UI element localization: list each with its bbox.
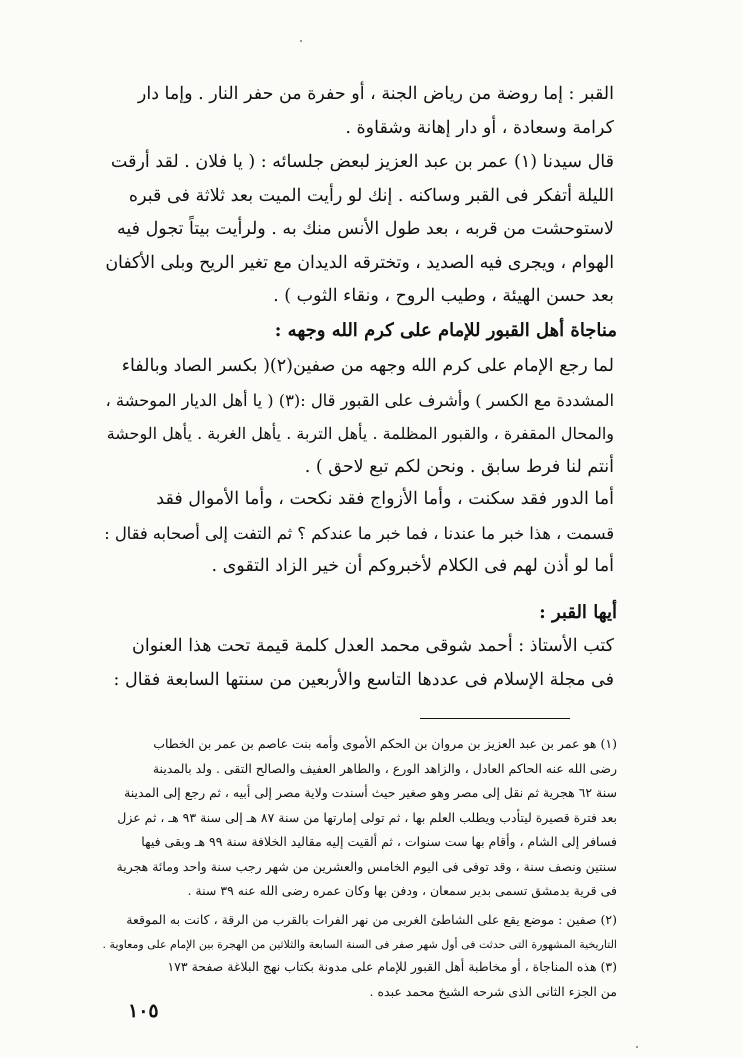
- footnote-line: فى قرية بدمشق تسمى بدير سمعان ، ودفن بها وكان عمره رضى الله عنه ٣٩ سنة .: [187, 883, 617, 898]
- footnote-line: سنتين ونصف سنة ، وقد توفى فى اليوم الخامس والعشرين من شهر رجب سنة واحد ومائة هجرية: [116, 858, 617, 874]
- paragraph-imam-ali: [104, 350, 614, 484]
- footnote-line: فسافر إلى الشام ، وأقام بها ست سنوات ، ثم ألقيت إليه مقاليد الخلافة سنة ٩٩ هـ وبقى فيها: [141, 834, 617, 849]
- section-heading-grave: أيها القبر :: [539, 602, 617, 623]
- section-heading-munajat: مناجاة أهل القبور للإمام على كرم الله وجهه :: [274, 320, 617, 341]
- footnote-line: (٢) صفين : موضع يقع على الشاطئ الغربى من نهر الفرات بالقرب من الرقة ، كانت به الموقعة: [126, 912, 617, 927]
- text-line: قسمت ، هذا خبر ما عندنا ، فما خبر ما عندكم ؟ ثم التفت إلى أصحابه فقال :: [104, 523, 614, 543]
- footnote-line: رضى الله عنه الحاكم العادل ، والزاهد الورع ، والطاهر العفيف والصالح التقى . ولد بالمدينة: [152, 760, 617, 776]
- paragraph-grave-definition: [104, 78, 614, 145]
- footnote-divider: [420, 718, 570, 719]
- paragraph-ahmad-shawqi: [104, 630, 614, 697]
- text-line: أما لو أذن لهم فى الكلام لأخبروكم أن خير الزاد التقوى .: [211, 556, 614, 576]
- text-line: الهوام ، ويجرى فيه الصديد ، وتخترقه الديدان مع تغير الريح وبلى الأكفان: [105, 252, 614, 273]
- text-line: فى مجلة الإسلام فى عددها التاسع والأربعين من سنتها السابعة فقال :: [113, 669, 614, 690]
- footnote-line: التاريخية المشهورة التى حدثت فى أول شهر صفر فى السنة السابعة والثلاثين من الهجرة بين الإمام على ومعاوية .: [102, 937, 617, 951]
- footnote-2: [97, 908, 617, 957]
- page-number: ١٠٥: [128, 1000, 159, 1022]
- text-line: والمحال المقفرة ، والقبور المظلمة . يأهل التربة . يأهل الغربة . يأهل الوحشة: [106, 424, 614, 443]
- footnote-3: [97, 955, 617, 1004]
- paragraph-homes-spouses: [104, 483, 614, 584]
- text-line: قال سيدنا (١) عمر بن عبد العزيز لبعض جلسائه : ( يا فلان . لقد أرقت: [110, 152, 614, 172]
- scan-speck: [300, 40, 302, 42]
- text-line: لما رجع الإمام على كرم الله وجهه من صفين(٢)( بكسر الصاد وبالفاء: [121, 356, 614, 376]
- footnote-1: [97, 732, 617, 904]
- footnote-line: سنة ٦٢ هجرية ثم نقل إلى مصر وهو صغير حيث أسندت ولاية مصر إلى أبيه ، ثم رجع إلى المدينة: [124, 785, 617, 800]
- text-line: كتب الأستاذ : أحمد شوقى محمد العدل كلمة قيمة تحت هذا العنوان: [131, 636, 614, 656]
- footnote-line: من الجزء الثانى الذى شرحه الشيخ محمد عبده .: [369, 983, 617, 999]
- text-line: بعد حسن الهيئة ، وطيب الروح ، ونقاء الثوب ) .: [273, 286, 614, 306]
- text-line: أما الدور فقد سكنت ، وأما الأزواج فقد نكحت ، وأما الأموال فقد: [156, 489, 614, 509]
- scan-speck: [636, 1046, 638, 1048]
- footnote-line: (١) هو عمر بن عبد العزيز بن مروان بن الحكم الأموى وأمه بنت عاصم بن عمر بن الخطاب: [153, 736, 617, 751]
- text-line: كرامة وسعادة ، أو دار إهانة وشقاوة .: [345, 117, 614, 138]
- footnote-line: بعد فترة قصيرة ليتأدب ويطلب العلم بها ، ثم تولى إمارتها من سنة ٨٧ هـ إلى سنة ٩٣ هـ ، ثم عزل: [117, 809, 617, 825]
- paragraph-umar-quote: [104, 146, 614, 314]
- text-line: أنتم لنا فرط سابق . ونحن لكم تبع لاحق ) .: [304, 456, 614, 477]
- footnote-line: (٣) هذه المناجاة ، أو مخاطبة أهل القبور للإمام على مدونة بكتاب نهج البلاغة صفحة ١٧٣: [167, 959, 617, 974]
- text-line: الليلة أتفكر فى القبر وساكنه . إنك لو رأيت الميت بعد ثلاثة فى قبره: [128, 185, 614, 206]
- text-line: المشددة مع الكسر ) وأشرف على القبور قال :(٣) ( يا أهل الديار الموحشة ،: [105, 390, 614, 410]
- text-line: لاستوحشت من قربه ، بعد طول الأنس منك به . ولرأيت بيتاً تجول فيه: [116, 219, 614, 239]
- text-line: القبر : إما روضة من رياض الجنة ، أو حفرة من حفر النار . وإما دار: [137, 84, 614, 104]
